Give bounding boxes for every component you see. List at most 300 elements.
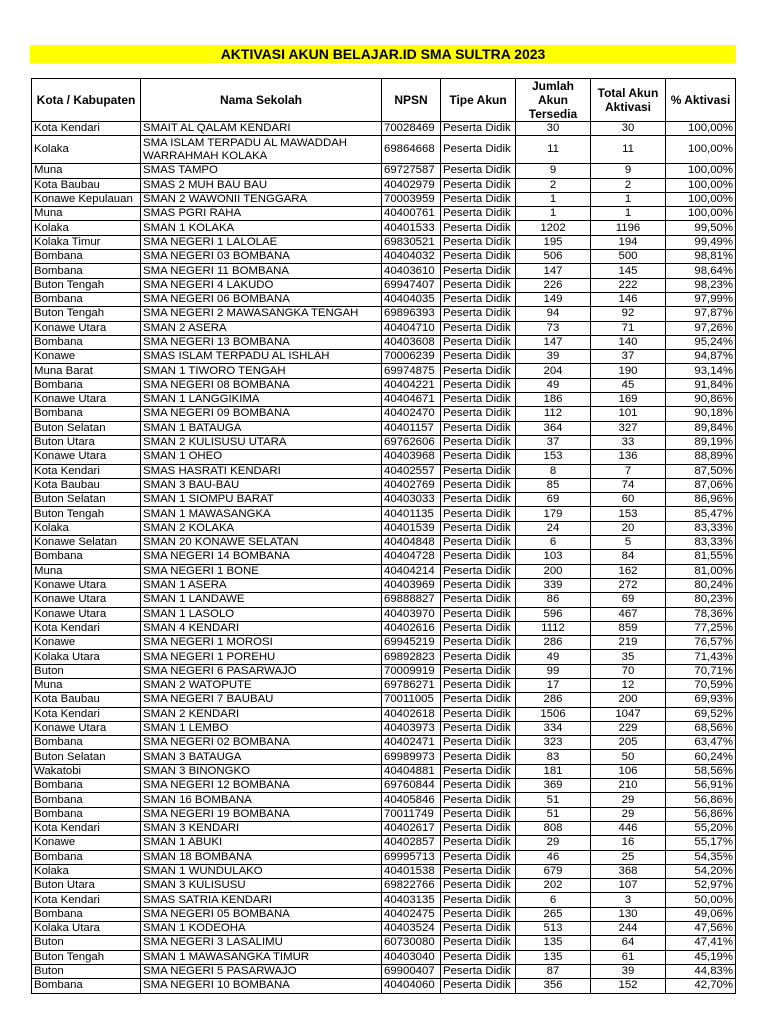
table-row: [32, 450, 736, 464]
cell-kota: Bombana: [32, 979, 141, 993]
cell-persen-aktivasi: 47,41%: [666, 936, 736, 950]
cell-jumlah-akun: 11: [516, 136, 591, 164]
cell-nama-sekolah: SMAN 1 LEMBO: [141, 721, 382, 735]
cell-total-aktivasi: 9: [591, 164, 666, 178]
cell-kota: Konawe: [32, 350, 141, 364]
cell-npsn: 40403968: [382, 450, 441, 464]
cell-total-aktivasi: 368: [591, 864, 666, 878]
cell-kota: Kota Kendari: [32, 893, 141, 907]
cell-tipe-akun: Peserta Didik: [441, 864, 516, 878]
table-row: [32, 879, 736, 893]
table-row: [32, 678, 736, 692]
cell-jumlah-akun: 30: [516, 122, 591, 136]
cell-npsn: 40403970: [382, 607, 441, 621]
cell-npsn: 69995713: [382, 850, 441, 864]
cell-persen-aktivasi: 100,00%: [666, 178, 736, 192]
cell-npsn: 40402557: [382, 464, 441, 478]
cell-tipe-akun: Peserta Didik: [441, 378, 516, 392]
cell-tipe-akun: Peserta Didik: [441, 122, 516, 136]
cell-kota: Bombana: [32, 378, 141, 392]
cell-tipe-akun: Peserta Didik: [441, 907, 516, 921]
cell-tipe-akun: Peserta Didik: [441, 979, 516, 993]
cell-tipe-akun: Peserta Didik: [441, 879, 516, 893]
table-row: [32, 521, 736, 535]
cell-total-aktivasi: 37: [591, 350, 666, 364]
cell-kota: Bombana: [32, 736, 141, 750]
cell-kota: Bombana: [32, 264, 141, 278]
cell-nama-sekolah: SMAN 1 MAWASANGKA TIMUR: [141, 950, 382, 964]
cell-total-aktivasi: 107: [591, 879, 666, 893]
cell-persen-aktivasi: 100,00%: [666, 207, 736, 221]
cell-persen-aktivasi: 80,23%: [666, 593, 736, 607]
cell-tipe-akun: Peserta Didik: [441, 478, 516, 492]
cell-total-aktivasi: 33: [591, 435, 666, 449]
cell-jumlah-akun: 679: [516, 864, 591, 878]
table-row: [32, 478, 736, 492]
cell-npsn: 69892823: [382, 650, 441, 664]
cell-jumlah-akun: 808: [516, 821, 591, 835]
cell-jumlah-akun: 181: [516, 764, 591, 778]
cell-jumlah-akun: 179: [516, 507, 591, 521]
cell-total-aktivasi: 190: [591, 364, 666, 378]
cell-total-aktivasi: 145: [591, 264, 666, 278]
cell-kota: Kolaka: [32, 521, 141, 535]
table-row: [32, 807, 736, 821]
table-row: [32, 136, 736, 164]
cell-jumlah-akun: 49: [516, 650, 591, 664]
cell-jumlah-akun: 1: [516, 207, 591, 221]
cell-nama-sekolah: SMA NEGERI 19 BOMBANA: [141, 807, 382, 821]
cell-kota: Buton Selatan: [32, 493, 141, 507]
cell-kota: Muna: [32, 207, 141, 221]
cell-persen-aktivasi: 81,55%: [666, 550, 736, 564]
cell-jumlah-akun: 6: [516, 893, 591, 907]
cell-nama-sekolah: SMAIT AL QALAM KENDARI: [141, 122, 382, 136]
cell-tipe-akun: Peserta Didik: [441, 235, 516, 249]
cell-persen-aktivasi: 54,20%: [666, 864, 736, 878]
cell-total-aktivasi: 20: [591, 521, 666, 535]
cell-tipe-akun: Peserta Didik: [441, 678, 516, 692]
cell-nama-sekolah: SMAN 1 ABUKI: [141, 836, 382, 850]
cell-persen-aktivasi: 56,86%: [666, 807, 736, 821]
cell-persen-aktivasi: 68,56%: [666, 721, 736, 735]
cell-nama-sekolah: SMAN 1 MAWASANGKA: [141, 507, 382, 521]
cell-total-aktivasi: 467: [591, 607, 666, 621]
cell-tipe-akun: Peserta Didik: [441, 221, 516, 235]
table-row: [32, 536, 736, 550]
cell-npsn: 69864668: [382, 136, 441, 164]
cell-jumlah-akun: 51: [516, 793, 591, 807]
cell-tipe-akun: Peserta Didik: [441, 693, 516, 707]
cell-npsn: 40401539: [382, 521, 441, 535]
cell-nama-sekolah: SMA NEGERI 1 MOROSI: [141, 636, 382, 650]
cell-total-aktivasi: 64: [591, 936, 666, 950]
cell-tipe-akun: Peserta Didik: [441, 507, 516, 521]
cell-nama-sekolah: SMAN 2 KOLAKA: [141, 521, 382, 535]
cell-npsn: 70003959: [382, 192, 441, 206]
cell-nama-sekolah: SMA NEGERI 1 BONE: [141, 564, 382, 578]
cell-total-aktivasi: 45: [591, 378, 666, 392]
cell-tipe-akun: Peserta Didik: [441, 435, 516, 449]
table-row: [32, 864, 736, 878]
cell-tipe-akun: Peserta Didik: [441, 307, 516, 321]
cell-nama-sekolah: SMA NEGERI 12 BOMBANA: [141, 779, 382, 793]
cell-total-aktivasi: 200: [591, 693, 666, 707]
cell-jumlah-akun: 147: [516, 264, 591, 278]
cell-total-aktivasi: 50: [591, 750, 666, 764]
cell-npsn: 70011005: [382, 693, 441, 707]
cell-persen-aktivasi: 97,87%: [666, 307, 736, 321]
cell-tipe-akun: Peserta Didik: [441, 335, 516, 349]
cell-tipe-akun: Peserta Didik: [441, 821, 516, 835]
table-row: [32, 264, 736, 278]
cell-tipe-akun: Peserta Didik: [441, 350, 516, 364]
table-row: [32, 707, 736, 721]
cell-npsn: 69822766: [382, 879, 441, 893]
header-jumlah-akun: Jumlah Akun Tersedia: [516, 79, 591, 122]
cell-jumlah-akun: 94: [516, 307, 591, 321]
cell-persen-aktivasi: 86,96%: [666, 493, 736, 507]
header-row: [32, 79, 736, 122]
cell-jumlah-akun: 135: [516, 950, 591, 964]
cell-kota: Kota Kendari: [32, 464, 141, 478]
cell-nama-sekolah: SMAN 1 SIOMPU BARAT: [141, 493, 382, 507]
table-row: [32, 364, 736, 378]
cell-npsn: 40402470: [382, 407, 441, 421]
cell-jumlah-akun: 1: [516, 192, 591, 206]
cell-nama-sekolah: SMAN 3 BATAUGA: [141, 750, 382, 764]
table-row: [32, 607, 736, 621]
cell-jumlah-akun: 202: [516, 879, 591, 893]
cell-total-aktivasi: 92: [591, 307, 666, 321]
cell-jumlah-akun: 204: [516, 364, 591, 378]
cell-total-aktivasi: 61: [591, 950, 666, 964]
cell-tipe-akun: Peserta Didik: [441, 650, 516, 664]
table-row: [32, 164, 736, 178]
cell-persen-aktivasi: 97,26%: [666, 321, 736, 335]
cell-total-aktivasi: 244: [591, 922, 666, 936]
table-row: [32, 435, 736, 449]
cell-tipe-akun: Peserta Didik: [441, 964, 516, 978]
table-row: [32, 893, 736, 907]
cell-npsn: 40405846: [382, 793, 441, 807]
table-row: [32, 393, 736, 407]
cell-npsn: 40404035: [382, 292, 441, 306]
table-row: [32, 636, 736, 650]
cell-npsn: 40402471: [382, 736, 441, 750]
cell-nama-sekolah: SMA NEGERI 09 BOMBANA: [141, 407, 382, 421]
header-npsn: NPSN: [382, 79, 441, 122]
cell-tipe-akun: Peserta Didik: [441, 664, 516, 678]
cell-kota: Kota Baubau: [32, 478, 141, 492]
cell-jumlah-akun: 86: [516, 593, 591, 607]
table-row: [32, 292, 736, 306]
table-row: [32, 964, 736, 978]
cell-kota: Muna Barat: [32, 364, 141, 378]
cell-jumlah-akun: 85: [516, 478, 591, 492]
cell-persen-aktivasi: 89,84%: [666, 421, 736, 435]
cell-kota: Bombana: [32, 793, 141, 807]
cell-nama-sekolah: SMA NEGERI 7 BAUBAU: [141, 693, 382, 707]
cell-total-aktivasi: 60: [591, 493, 666, 507]
cell-persen-aktivasi: 100,00%: [666, 122, 736, 136]
cell-persen-aktivasi: 56,86%: [666, 793, 736, 807]
cell-npsn: 40401533: [382, 221, 441, 235]
cell-persen-aktivasi: 85,47%: [666, 507, 736, 521]
cell-jumlah-akun: 135: [516, 936, 591, 950]
table-row: [32, 721, 736, 735]
cell-persen-aktivasi: 58,56%: [666, 764, 736, 778]
activation-table: [31, 78, 736, 994]
cell-jumlah-akun: 8: [516, 464, 591, 478]
cell-nama-sekolah: SMA NEGERI 03 BOMBANA: [141, 250, 382, 264]
cell-tipe-akun: Peserta Didik: [441, 922, 516, 936]
cell-persen-aktivasi: 60,24%: [666, 750, 736, 764]
cell-nama-sekolah: SMAN 18 BOMBANA: [141, 850, 382, 864]
cell-total-aktivasi: 69: [591, 593, 666, 607]
cell-persen-aktivasi: 99,49%: [666, 235, 736, 249]
cell-npsn: 70009919: [382, 664, 441, 678]
table-row: [32, 821, 736, 835]
cell-total-aktivasi: 70: [591, 664, 666, 678]
cell-persen-aktivasi: 100,00%: [666, 136, 736, 164]
cell-total-aktivasi: 859: [591, 621, 666, 635]
cell-npsn: 40401538: [382, 864, 441, 878]
cell-total-aktivasi: 153: [591, 507, 666, 521]
cell-jumlah-akun: 29: [516, 836, 591, 850]
cell-jumlah-akun: 103: [516, 550, 591, 564]
cell-persen-aktivasi: 100,00%: [666, 192, 736, 206]
cell-total-aktivasi: 12: [591, 678, 666, 692]
header-tipe-akun: Tipe Akun: [441, 79, 516, 122]
cell-total-aktivasi: 130: [591, 907, 666, 921]
cell-nama-sekolah: SMAS HASRATI KENDARI: [141, 464, 382, 478]
table-row: [32, 464, 736, 478]
cell-kota: Buton Tengah: [32, 950, 141, 964]
cell-persen-aktivasi: 45,19%: [666, 950, 736, 964]
cell-kota: Muna: [32, 564, 141, 578]
cell-total-aktivasi: 2: [591, 178, 666, 192]
cell-nama-sekolah: SMAN 1 TIWORO TENGAH: [141, 364, 382, 378]
cell-tipe-akun: Peserta Didik: [441, 750, 516, 764]
cell-tipe-akun: Peserta Didik: [441, 807, 516, 821]
cell-kota: Muna: [32, 164, 141, 178]
cell-kota: Buton Utara: [32, 879, 141, 893]
cell-total-aktivasi: 229: [591, 721, 666, 735]
cell-tipe-akun: Peserta Didik: [441, 136, 516, 164]
cell-total-aktivasi: 101: [591, 407, 666, 421]
cell-kota: Buton Tengah: [32, 507, 141, 521]
cell-jumlah-akun: 200: [516, 564, 591, 578]
cell-jumlah-akun: 265: [516, 907, 591, 921]
cell-npsn: 40403033: [382, 493, 441, 507]
cell-persen-aktivasi: 91,84%: [666, 378, 736, 392]
cell-tipe-akun: Peserta Didik: [441, 564, 516, 578]
cell-npsn: 40402618: [382, 707, 441, 721]
cell-persen-aktivasi: 83,33%: [666, 521, 736, 535]
cell-nama-sekolah: SMAN 1 KODEOHA: [141, 922, 382, 936]
cell-tipe-akun: Peserta Didik: [441, 178, 516, 192]
cell-npsn: 40402857: [382, 836, 441, 850]
cell-total-aktivasi: 140: [591, 335, 666, 349]
cell-nama-sekolah: SMAN 1 OHEO: [141, 450, 382, 464]
cell-npsn: 69786271: [382, 678, 441, 692]
cell-nama-sekolah: SMAN 3 BAU-BAU: [141, 478, 382, 492]
cell-npsn: 69830521: [382, 235, 441, 249]
table-row: [32, 250, 736, 264]
cell-total-aktivasi: 74: [591, 478, 666, 492]
cell-persen-aktivasi: 87,06%: [666, 478, 736, 492]
table-row: [32, 836, 736, 850]
cell-kota: Konawe Utara: [32, 321, 141, 335]
cell-total-aktivasi: 35: [591, 650, 666, 664]
cell-kota: Bombana: [32, 850, 141, 864]
cell-kota: Konawe: [32, 836, 141, 850]
cell-jumlah-akun: 99: [516, 664, 591, 678]
table-row: [32, 950, 736, 964]
cell-jumlah-akun: 9: [516, 164, 591, 178]
cell-kota: Wakatobi: [32, 764, 141, 778]
cell-persen-aktivasi: 55,17%: [666, 836, 736, 850]
cell-persen-aktivasi: 42,70%: [666, 979, 736, 993]
cell-nama-sekolah: SMAN 1 LASOLO: [141, 607, 382, 621]
cell-npsn: 40401135: [382, 507, 441, 521]
cell-tipe-akun: Peserta Didik: [441, 250, 516, 264]
cell-total-aktivasi: 136: [591, 450, 666, 464]
table-row: [32, 922, 736, 936]
cell-nama-sekolah: SMAS 2 MUH BAU BAU: [141, 178, 382, 192]
table-row: [32, 936, 736, 950]
cell-persen-aktivasi: 77,25%: [666, 621, 736, 635]
cell-tipe-akun: Peserta Didik: [441, 421, 516, 435]
cell-kota: Konawe Utara: [32, 450, 141, 464]
cell-persen-aktivasi: 98,64%: [666, 264, 736, 278]
cell-tipe-akun: Peserta Didik: [441, 407, 516, 421]
cell-nama-sekolah: SMAN 2 WAWONII TENGGARA: [141, 192, 382, 206]
cell-tipe-akun: Peserta Didik: [441, 936, 516, 950]
cell-kota: Konawe: [32, 636, 141, 650]
cell-persen-aktivasi: 78,36%: [666, 607, 736, 621]
cell-nama-sekolah: SMA NEGERI 14 BOMBANA: [141, 550, 382, 564]
cell-kota: Bombana: [32, 550, 141, 564]
cell-jumlah-akun: 1506: [516, 707, 591, 721]
cell-npsn: 40403610: [382, 264, 441, 278]
cell-tipe-akun: Peserta Didik: [441, 292, 516, 306]
table-row: [32, 793, 736, 807]
cell-nama-sekolah: SMA NEGERI 6 PASARWAJO: [141, 664, 382, 678]
cell-jumlah-akun: 73: [516, 321, 591, 335]
cell-persen-aktivasi: 100,00%: [666, 164, 736, 178]
cell-jumlah-akun: 339: [516, 578, 591, 592]
cell-kota: Kolaka Utara: [32, 650, 141, 664]
cell-persen-aktivasi: 55,20%: [666, 821, 736, 835]
cell-npsn: 40403524: [382, 922, 441, 936]
cell-tipe-akun: Peserta Didik: [441, 450, 516, 464]
cell-npsn: 40402616: [382, 621, 441, 635]
cell-persen-aktivasi: 56,91%: [666, 779, 736, 793]
cell-total-aktivasi: 29: [591, 793, 666, 807]
cell-persen-aktivasi: 49,06%: [666, 907, 736, 921]
cell-tipe-akun: Peserta Didik: [441, 550, 516, 564]
cell-npsn: 70006239: [382, 350, 441, 364]
cell-npsn: 40403973: [382, 721, 441, 735]
cell-persen-aktivasi: 99,50%: [666, 221, 736, 235]
cell-total-aktivasi: 222: [591, 278, 666, 292]
cell-kota: Kolaka: [32, 136, 141, 164]
cell-tipe-akun: Peserta Didik: [441, 164, 516, 178]
table-row: [32, 278, 736, 292]
cell-jumlah-akun: 226: [516, 278, 591, 292]
cell-jumlah-akun: 87: [516, 964, 591, 978]
header-kota: Kota / Kabupaten: [32, 79, 141, 122]
cell-jumlah-akun: 112: [516, 407, 591, 421]
cell-jumlah-akun: 286: [516, 693, 591, 707]
cell-npsn: 40403135: [382, 893, 441, 907]
cell-jumlah-akun: 39: [516, 350, 591, 364]
cell-persen-aktivasi: 81,00%: [666, 564, 736, 578]
table-row: [32, 907, 736, 921]
table-row: [32, 779, 736, 793]
cell-npsn: 40404032: [382, 250, 441, 264]
cell-npsn: 69900407: [382, 964, 441, 978]
header-total-aktivasi: Total Akun Aktivasi: [591, 79, 666, 122]
cell-tipe-akun: Peserta Didik: [441, 850, 516, 864]
cell-kota: Bombana: [32, 292, 141, 306]
cell-tipe-akun: Peserta Didik: [441, 578, 516, 592]
cell-persen-aktivasi: 95,24%: [666, 335, 736, 349]
cell-kota: Konawe Utara: [32, 607, 141, 621]
cell-kota: Kota Baubau: [32, 693, 141, 707]
cell-npsn: 40404214: [382, 564, 441, 578]
cell-jumlah-akun: 46: [516, 850, 591, 864]
cell-persen-aktivasi: 83,33%: [666, 536, 736, 550]
cell-tipe-akun: Peserta Didik: [441, 621, 516, 635]
cell-kota: Kolaka Utara: [32, 922, 141, 936]
table-row: [32, 207, 736, 221]
cell-npsn: 40404671: [382, 393, 441, 407]
cell-persen-aktivasi: 54,35%: [666, 850, 736, 864]
cell-npsn: 40402475: [382, 907, 441, 921]
cell-npsn: 69762606: [382, 435, 441, 449]
table-row: [32, 178, 736, 192]
cell-kota: Bombana: [32, 407, 141, 421]
cell-total-aktivasi: 446: [591, 821, 666, 835]
cell-tipe-akun: Peserta Didik: [441, 521, 516, 535]
cell-kota: Kota Kendari: [32, 621, 141, 635]
table-row: [32, 564, 736, 578]
cell-total-aktivasi: 210: [591, 779, 666, 793]
cell-tipe-akun: Peserta Didik: [441, 321, 516, 335]
cell-persen-aktivasi: 63,47%: [666, 736, 736, 750]
cell-kota: Bombana: [32, 907, 141, 921]
cell-nama-sekolah: SMA NEGERI 2 MAWASANGKA TENGAH: [141, 307, 382, 321]
cell-kota: Konawe Utara: [32, 578, 141, 592]
table-row: [32, 235, 736, 249]
cell-npsn: 69974875: [382, 364, 441, 378]
cell-jumlah-akun: 186: [516, 393, 591, 407]
cell-tipe-akun: Peserta Didik: [441, 836, 516, 850]
cell-tipe-akun: Peserta Didik: [441, 721, 516, 735]
cell-tipe-akun: Peserta Didik: [441, 207, 516, 221]
cell-nama-sekolah: SMA NEGERI 05 BOMBANA: [141, 907, 382, 921]
table-row: [32, 493, 736, 507]
cell-npsn: 40404710: [382, 321, 441, 335]
cell-kota: Buton Selatan: [32, 421, 141, 435]
cell-persen-aktivasi: 52,97%: [666, 879, 736, 893]
cell-npsn: 69888827: [382, 593, 441, 607]
cell-npsn: 70011749: [382, 807, 441, 821]
cell-npsn: 70028469: [382, 122, 441, 136]
